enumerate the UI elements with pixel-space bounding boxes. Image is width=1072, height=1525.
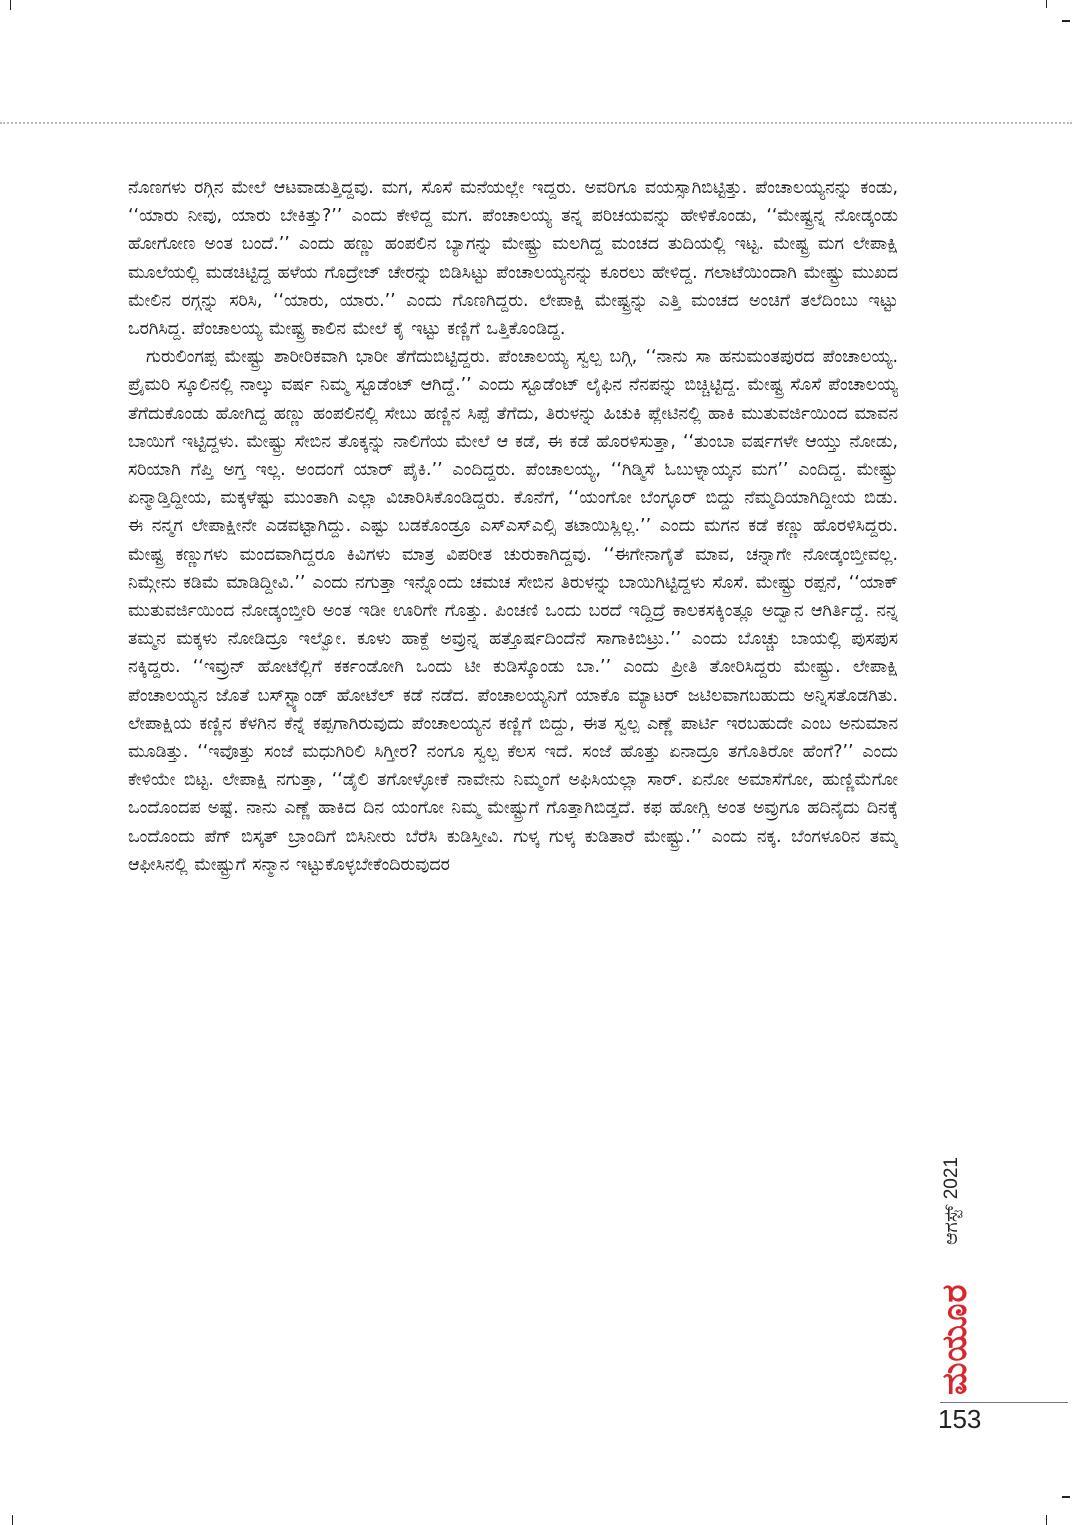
crop-mark-top-right [1046,0,1047,8]
crop-mark-right-bottom [1062,1496,1070,1498]
article-paragraph-1: ನೊಣಗಳು ರಗ್ಗಿನ ಮೇಲೆ ಆಟವಾಡುತ್ತಿದ್ದವು. ಮಗ, ಸೊಸೆ ಮನೆಯಲ್ಲೇ ಇದ್ದರು. ಅವರಿಗೂ ವಯಸ್ಸಾಗಿಬಿಟ್ಟಿತ್ತು. ಪೆಂಚಾಲಯ್ಯನನ್ನು ಕಂಡು, ‘‘ಯಾರು ನೀವು, ಯಾರು ಬೇಕಿತ್ತು?’’ ಎಂದು ಕೇಳಿದ್ದ ಮಗ. ಪೆಂಚಾಲಯ್ಯ ತನ್ನ ಪರಿಚಯವನ್ನು ಹೇಳಿಕೊಂಡು, ‘‘ಮೇಷ್ಟ್ರನ್ನ ನೋಡ್ಕಂಡು ಹೋಗೋಣ ಅಂತ ಬಂದೆ.’’ ಎಂದು ಹಣ್ಣು ಹಂಪಲಿನ ಬ್ಯಾಗನ್ನು ಮೇಷ್ಟ್ರು ಮಲಗಿದ್ದ ಮಂಚದ ತುದಿಯಲ್ಲಿ ಇಟ್ಟ. ಮೇಷ್ಟ್ರ ಮಗ ಲೇಪಾಕ್ಷಿ ಮೂಲೆಯಲ್ಲಿ ಮಡಚಿಟ್ಟಿದ್ದ ಹಳೆಯ ಗೊದ್ರೇಜ್ ಚೇರನ್ನು ಬಿಡಿಸಿಟ್ಟು ಪೆಂಚಾಲಯ್ಯನನ್ನು ಕೂರಲು ಹೇಳಿದ್ದ. ಗಲಾಟೆಯಿಂದಾಗಿ ಮೇಷ್ಟ್ರು ಮುಖದ ಮೇಲಿನ ರಗ್ಗನ್ನು ಸರಿಸಿ, ‘‘ಯಾರು, ಯಾರು.’’ ಎಂದು ಗೊಣಗಿದ್ದರು. ಲೇಪಾಕ್ಷಿ ಮೇಷ್ಟ್ರನ್ನು ಎತ್ತಿ ಮಂಚದ ಅಂಚಿಗೆ ತಲೆದಿಂಬು ಇಟ್ಟು ಒರಗಿಸಿದ್ದ. ಪೆಂಚಾಲಯ್ಯ ಮೇಷ್ಟ್ರ ಕಾಲಿನ ಮೇಲೆ ಕೈ ಇಟ್ಟು ಕಣ್ಣಿಗೆ ಒತ್ತಿಕೊಂಡಿದ್ದ. [128,178,898,340]
magazine-logo: ಮಯೂರ [935,1283,975,1395]
crop-mark-right-top [1062,20,1070,22]
header-dotted-divider [0,122,1072,124]
page-number-divider [940,1402,1068,1403]
magazine-side-tab [915,1105,985,1395]
crop-mark-bottom-left [12,1515,13,1525]
article-paragraph-2: ಗುರುಲಿಂಗಪ್ಪ ಮೇಷ್ಟ್ರು ಶಾರೀರಿಕವಾಗಿ ಭಾರೀ ತೆಗೆದುಬಿಟ್ಟಿದ್ದರು. ಪೆಂಚಾಲಯ್ಯ ಸ್ವಲ್ಪ ಬಗ್ಗಿ, ‘‘ನಾನು ಸಾ ಹನುಮಂತಪುರದ ಪೆಂಚಾಲಯ್ಯ. ಪ್ರೈಮರಿ ಸ್ಕೂಲಿನಲ್ಲಿ ನಾಲ್ಕು ವರ್ಷ ನಿಮ್ಮ ಸ್ಟೂಡೆಂಟ್ ಆಗಿದ್ದೆ.’’ ಎಂದು ಸ್ಟೂಡೆಂಟ್ ಲೈಫಿನ ನೆನಪನ್ನು ಬಿಚ್ಚಿಟ್ಟಿದ್ದ. ಮೇಷ್ಟ್ರ ಸೊಸೆ ಪೆಂಚಾಲಯ್ಯ ತೆಗೆದುಕೊಂಡು ಹೋಗಿದ್ದ ಹಣ್ಣು ಹಂಪಲಿನಲ್ಲಿ ಸೇಬು ಹಣ್ಣಿನ ಸಿಪ್ಪೆ ತೆಗೆದು, ತಿರುಳನ್ನು ಹಿಚುಕಿ ಪ್ಲೇಟಿನಲ್ಲಿ ಹಾಕಿ ಮುತುವರ್ಜಿಯಿಂದ ಮಾವನ ಬಾಯಿಗೆ ಇಟ್ಟಿದ್ದಳು. ಮೇಷ್ಟ್ರು ಸೇಬಿನ ತೊಕ್ಕನ್ನು ನಾಲಿಗೆಯ ಮೇಲೆ ಆ ಕಡೆ, ಈ ಕಡೆ ಹೊರಳಿಸುತ್ತಾ, ‘‘ತುಂಬಾ ವರ್ಷಗಳೇ ಆಯ್ತು ನೋಡು, ಸರಿಯಾಗಿ ಗೆಪ್ತಿ ಅಗ್ತ ಇಲ್ಲ. ಅಂದಂಗೆ ಯಾರ್ ಪೈಕಿ.’’ ಎಂದಿದ್ದರು. ಪೆಂಚಾಲಯ್ಯ, ‘‘ಗಿಡ್ಮಿಸೆ ಓಬುಳ್ನಾಯ್ಕನ ಮಗ’’ ಎಂದಿದ್ದ. ಮೇಷ್ಟ್ರು ಏನ್ಮಾಡ್ತಿದ್ದೀಯ, ಮಕ್ಕಳೆಷ್ಟು ಮುಂತಾಗಿ ಎಲ್ಲಾ ವಿಚಾರಿಸಿಕೊಂಡಿದ್ದರು. ಕೊನೆಗೆ, ‘‘ಯಂಗೋ ಬೆಂಗ್ಳೂರ್ ಬಿದ್ದು ನೆಮ್ಮದಿಯಾಗಿದ್ದೀಯ ಬಿಡು. ಈ ನನ್ಮಗ ಲೇಪಾಕ್ಷೀನೇ ಎಡವಟ್ಟಾಗಿದ್ದು. ಎಷ್ಟು ಬಡಕೊಂಡ್ರೂ ಎಸ್‌ಎಸ್‌ಎಲ್ಸಿ ತಟಾಯಿಸ್ಲಿಲ್ಲ.’’ ಎಂದು ಮಗನ ಕಡೆ ಕಣ್ಣು ಹೊರಳಿಸಿದ್ದರು. ಮೇಷ್ಟ್ರ ಕಣ್ಣುಗಳು ಮಂದವಾಗಿದ್ದರೂ ಕಿವಿಗಳು ಮಾತ್ರ ವಿಪರೀತ ಚುರುಕಾಗಿದ್ದವು. ‘‘ಈಗೇನಾಗೈತೆ ಮಾವ, ಚನ್ನಾಗೇ ನೋಡ್ಕಂಬ್ತೀವಲ್ಲ. ನಿಮ್ಗೇನು ಕಡಿಮೆ ಮಾಡಿದ್ದೀವಿ.’’ ಎಂದು ನಗುತ್ತಾ ಇನ್ನೊಂದು ಚಮಚ ಸೇಬಿನ ತಿರುಳನ್ನು ಬಾಯಿಗಿಟ್ಟಿದ್ದಳು ಸೊಸೆ. ಮೇಷ್ಟ್ರು ರಪ್ಪನೆ, ‘‘ಯಾಕ್ ಮುತುವರ್ಜಿಯಿಂದ ನೋಡ್ಕಂಬ್ತೀರಿ ಅಂತ ಇಡೀ ಊರಿಗೇ ಗೊತ್ತು. ಪಿಂಚಣಿ ಒಂದು ಬರದೆ ಇದ್ದಿದ್ರೆ ಕಾಲಕಸಕ್ಕಿಂತ್ಲೂ ಅದ್ವಾನ ಆಗಿರ್ತಿದ್ದೆ. ನನ್ನ ತಮ್ಮನ ಮಕ್ಕಳು ನೋಡಿದ್ರೂ ಇಲ್ವೋ. ಕೂಳು ಹಾಕ್ದೆ ಅವ್ರುನ್ನ ಹತ್ತೊರ್ಷದಿಂದೆನೆ ಸಾಗಾಕಿಬಿಟ್ರು.’’ ಎಂದು ಬೊಚ್ಚು ಬಾಯಲ್ಲಿ ಪುಸಪುಸ ನಕ್ಕಿದ್ದರು. ‘‘ಇವ್ರುನ್ ಹೋಟೆಲ್ಲಿಗೆ ಕರ್ಕಂಡೋಗಿ ಒಂದು ಟೀ ಕುಡಿಸ್ಕೊಂಡು ಬಾ.’’ ಎಂದು ಪ್ರೀತಿ ತೋರಿಸಿದ್ದರು ಮೇಷ್ಟ್ರು. ಲೇಪಾಕ್ಷಿ ಪೆಂಚಾಲಯ್ಯನ ಜೊತೆ ಬಸ್‌ಸ್ಟ್ಯಾಂಡ್ ಹೋಟೆಲ್ ಕಡೆ ನಡೆದ. ಪೆಂಚಾಲಯ್ಯನಿಗೆ ಯಾಕೊ ಮ್ಯಾಟರ್ ಜಟಿಲವಾಗಬಹುದು ಅನ್ನಿಸತೊಡಗಿತು. ಲೇಪಾಕ್ಷಿಯ ಕಣ್ಣಿನ ಕೆಳಗಿನ ಕೆನ್ನೆ ಕಪ್ಪಗಾಗಿರುವುದು ಪೆಂಚಾಲಯ್ಯನ ಕಣ್ಣಿಗೆ ಬಿದ್ದು, ಈತ ಸ್ವಲ್ಪ ಎಣ್ಣೆ ಪಾರ್ಟಿ ಇರಬಹುದೇ ಎಂಬ ಅನುಮಾನ ಮೂಡಿತ್ತು. ‘‘ಇವೊತ್ತು ಸಂಜೆ ಮಧುಗಿರಿಲಿ ಸಿಗ್ತೀರ? ನಂಗೂ ಸ್ವಲ್ಪ ಕೆಲಸ ಇದೆ. ಸಂಜೆ ಹೊತ್ತು ಏನಾದ್ರೂ ತಗೊತಿರೋ ಹೆಂಗೆ?’’ ಎಂದು ಕೇಳಿಯೇ ಬಿಟ್ಟ. ಲೇಪಾಕ್ಷಿ ನಗುತ್ತಾ, ‘‘ಡೈಲಿ ತಗೋಳ್ಳೋಕೆ ನಾವೇನು ನಿಮ್ಮಂಗೆ ಅಫಿಸಿಯಲ್ಲಾ ಸಾರ್. ಏನೋ ಅಮಾಸೆಗೋ, ಹುಣ್ಣಿಮೆಗೋ ಒಂದೊಂದಪ ಅಷ್ಟೆ. ನಾನು ಎಣ್ಣೆ ಹಾಕಿದ ದಿನ ಯಂಗೋ ನಿಮ್ಮ ಮೇಷ್ಟ್ರುಗೆ ಗೊತ್ತಾಗಿಬಿಡ್ತದೆ. ಕಫ ಹೋಗ್ಲಿ ಅಂತ ಅವ್ರುಗೂ ಹದಿನೈದು ದಿನಕ್ಕೆ ಒಂದೊಂದು ಪೆಗ್ ಬಿಸ್ಕತ್ ಬ್ರಾಂದಿಗೆ ಬಿಸಿನೀರು ಬೆರೆಸಿ ಕುಡಿಸ್ತೀವಿ. ಗುಳ್ಕ ಗುಳ್ಕ ಕುಡಿತಾರೆ ಮೇಷ್ಟ್ರು.’’ ಎಂದು ನಕ್ಕ. ಬೆಂಗಳೂರಿನ ತಮ್ಮ ಆಫೀಸಿನಲ್ಲಿ ಮೇಷ್ಟ್ರುಗೆ ಸನ್ಮಾನ ಇಟ್ಟುಕೊಳ್ಳಬೇಕೆಂದಿರುವುದರ [128,347,898,875]
crop-mark-top-left [10,0,11,10]
issue-date: ಆಗಸ್ಟ್ 2021 [941,1157,962,1245]
crop-mark-bottom-right [1046,1515,1047,1525]
page-number: 153 [938,1404,982,1434]
article-body [128,174,898,1390]
